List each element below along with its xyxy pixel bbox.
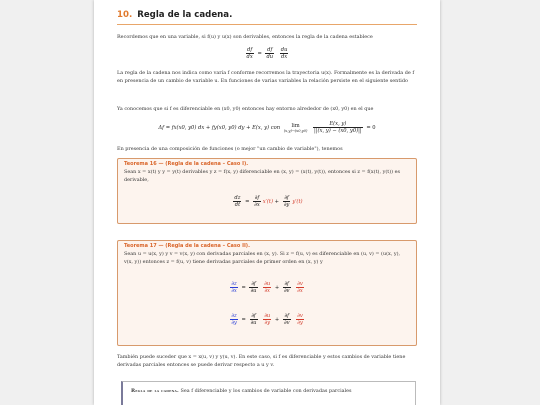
theorem-16-box	[117, 158, 417, 224]
eq2-main: Δf = fx(x0, y0) dx + fy(x0, y0) dy + E(x, y) con	[158, 125, 281, 131]
definition-box	[121, 381, 416, 405]
frac-den: ||(x, y) − (x0, y0)||	[314, 128, 362, 134]
frac-den: ∂u	[250, 288, 257, 294]
equals-sign: =	[245, 199, 250, 205]
frac-num: ∂u	[264, 281, 271, 287]
frac-num: ∂f	[284, 313, 289, 319]
frac-den: ∂v	[283, 288, 290, 294]
theorem-17-eq-y	[118, 313, 416, 326]
frac-num: E(x, y)	[329, 121, 347, 127]
equals-sign: =	[241, 285, 246, 291]
frac-num: dz	[234, 195, 241, 201]
paragraph-2: La regla de la cadena nos indica como varía f conforme recorremos la trayectoria u(x). Formalmente es la derivada de f en presencia de un cambio de variable u. En funciones de varias variables la relación persiste en el siguiente sentido	[117, 70, 415, 84]
theorem-17-eq-x	[118, 281, 416, 294]
theorem-17-box	[117, 240, 417, 346]
theorem-16-title: Teorema 16 — (Regla de la cadena – Caso I).	[124, 161, 249, 167]
paragraph-4: En presencia de una composición de funciones (o mejor "un cambio de variable"), tenemos	[117, 146, 343, 152]
differential-eq	[117, 121, 417, 134]
intro-line: Recordemos que en una variable, si f(u) y u(x) son derivables, entonces la regla de la cadena establece	[117, 34, 373, 40]
frac-num: ∂z	[231, 313, 237, 319]
frac-den: ∂x	[264, 288, 270, 294]
frac-num: df	[247, 47, 253, 53]
plus-sign: +	[274, 317, 280, 323]
frac-den: ∂y	[297, 320, 303, 326]
term-tail: x′(t)	[262, 199, 274, 205]
frac-den: dt	[234, 202, 241, 208]
paragraph-3: Ya conocemos que si f es diferenciable en (x0, y0) entonces hay entorno alrededor de (x0, y0) en el que	[117, 106, 374, 112]
frac-den: ∂x	[297, 288, 303, 294]
frac-num: ∂f	[284, 195, 289, 201]
term-tail: y′(t)	[292, 199, 303, 205]
frac-num: ∂v	[297, 313, 303, 319]
frac-num: ∂v	[297, 281, 303, 287]
title-rule	[117, 24, 417, 25]
frac-den: ∂x	[254, 202, 260, 208]
definition-label: Regla de la cadena.	[131, 388, 179, 394]
theorem-16-eq	[118, 195, 416, 208]
frac-den: du	[266, 54, 274, 60]
chain-rule-eq-1d	[117, 47, 417, 60]
frac-num: du	[280, 47, 288, 53]
frac-num: ∂f	[284, 281, 289, 287]
plus-sign: +	[274, 285, 280, 291]
section-title	[117, 10, 232, 20]
frac-den: ∂y	[264, 320, 271, 326]
lim-sub: (x,y)→(x0,y0)	[283, 128, 308, 133]
lim-word: lim	[291, 122, 300, 129]
section-title-text: Regla de la cadena.	[137, 10, 233, 20]
frac-num: ∂f	[251, 281, 256, 287]
frac-den: ∂y	[283, 202, 290, 208]
document-page	[94, 0, 440, 405]
frac-num: df	[267, 47, 273, 53]
paragraph-after: También puede suceder que x = x(u, v) y y(u, v). En este caso, si f es diferenciable y estos cambios de variable tiene derivadas parciales entonces se puede derivar respecto a u y v.	[117, 354, 406, 368]
section-number: 10.	[117, 10, 133, 20]
limit	[284, 123, 308, 133]
definition-line	[131, 388, 352, 394]
equals-sign: =	[241, 317, 246, 323]
frac-den: dx	[280, 54, 288, 60]
frac-den: dx	[246, 54, 253, 60]
theorem-16-text: Sean x = x(t) y y = y(t) derivables y z = f(x, y) diferenciable en (x, y) = (x(t), y(t)), entonces si z = f(x(t), y(t)) es derivable,	[124, 169, 400, 183]
frac-num: ∂z	[231, 281, 237, 287]
equals-sign: =	[257, 51, 262, 57]
frac-num: ∂f	[254, 195, 260, 201]
eq2-rhs: = 0	[366, 125, 376, 131]
frac-num: ∂u	[264, 313, 271, 319]
frac-den: ∂v	[283, 320, 290, 326]
frac-den: ∂u	[250, 320, 257, 326]
frac-den: ∂x	[231, 288, 237, 294]
plus-sign: +	[274, 199, 280, 205]
theorem-17-text: Sean u = u(x, y) y v = v(x, y) con derivadas parciales en (x, y). Si z = f(u, v) es diferenciable en (u, v) = (u(x, y), v(x, y)) entonces z = f(u, v) tiene derivadas parciales de primer orden en (x, y) y	[124, 251, 401, 265]
frac-den: ∂y	[231, 320, 237, 326]
definition-text: Sea f diferenciable y los cambios de variable con derivadas parciales	[178, 388, 352, 394]
frac-num: ∂f	[251, 313, 256, 319]
theorem-17-title: Teorema 17 — (Regla de la cadena – Caso II).	[124, 243, 250, 249]
